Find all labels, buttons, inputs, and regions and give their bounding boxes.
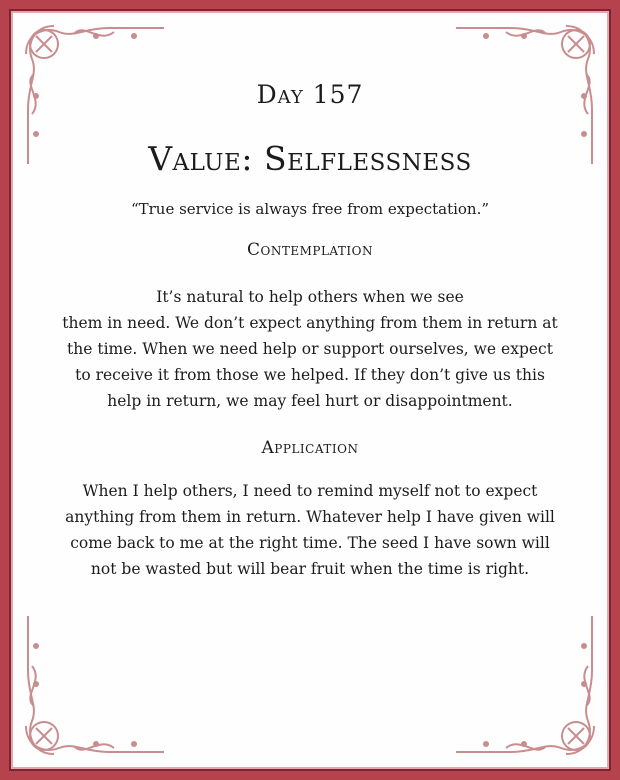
- text-line: the time. When we need help or support ourselves, we expect: [67, 340, 553, 358]
- text-line: It’s natural to help others when we see: [156, 288, 464, 306]
- value-title: Value: Selflessness: [148, 139, 472, 178]
- corner-ornament-icon: [456, 616, 606, 766]
- application-paragraph: [40, 478, 580, 582]
- application-heading: Application: [261, 438, 359, 458]
- page-content: [40, 70, 580, 582]
- quote: “True service is always free from expectation.”: [130, 200, 490, 218]
- text-line: them in need. We don’t expect anything from them in return at: [62, 314, 558, 332]
- day-title: Day 157: [256, 80, 364, 109]
- contemplation-paragraph: [40, 284, 580, 414]
- text-line: come back to me at the right time. The seed I have sown will: [70, 534, 550, 552]
- text-line: anything from them in return. Whatever help I have given will: [65, 508, 555, 526]
- contemplation-heading: Contemplation: [246, 240, 374, 260]
- text-line: to receive it from those we helped. If they don’t give us this: [75, 366, 545, 384]
- corner-ornament-icon: [14, 616, 164, 766]
- text-line: not be wasted but will bear fruit when the time is right.: [90, 560, 530, 578]
- text-line: When I help others, I need to remind myself not to expect: [82, 482, 538, 500]
- text-line: help in return, we may feel hurt or disappointment.: [107, 392, 513, 410]
